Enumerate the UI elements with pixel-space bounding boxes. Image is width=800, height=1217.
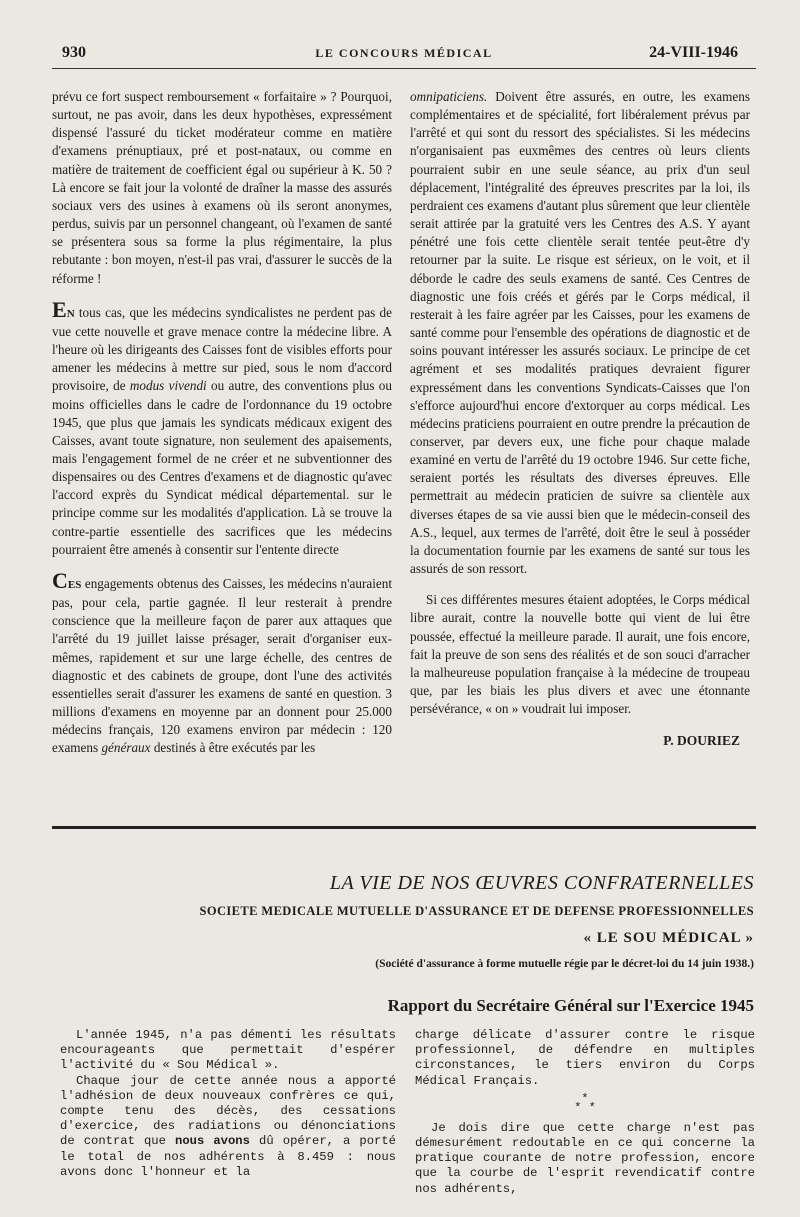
paragraph-text: tous cas, que les médecins syndicalistes ne perdent pas de vue cette nouvelle et grave menace contre la médecine libre. A l'heure où les dirigeants des Caisses font de visibles efforts pour amener les médecins à mettre sur pied, sous le nom d'accord provisoire, de [52, 304, 392, 394]
small-caps-text: ES [67, 578, 82, 591]
issue-date: 24-VIII-1946 [649, 44, 738, 61]
report-title: Rapport du Secrétaire Général sur l'Exercice 1945 [387, 996, 754, 1015]
italic-text: modus vivendi [129, 378, 207, 394]
paragraph [410, 88, 750, 578]
small-caps-text: N [66, 307, 75, 320]
paragraph [52, 567, 392, 758]
paragraph-text: Doivent être assurés, en outre, les examens complémentaires et de spécialité, fort libéralement prévus par l'arrêté et qui sont du ressort des spécialistes. Si les médecins n'organisaient pas euxmêmes des centres où leurs clients pourraient subir en une seule séance, au prix d'un seul déplacement, l'intégralité des épreuves prescrites par la loi, ils perdraient ces examens d'autant plus sûrement que leur clientèle serait attirée par la gratuité vers les Centres des A.S. Y ayant pénétré une fois cette clientèle serait tentée peut-être d'y retourner par la suite. Le risque est sérieux, on le voit, et il déborde le cadre des seuls examens de santé. Ces Centres de diagnostic une fois créés et gérés par le Corps médical, il resterait à les faire agréer par les Caisses, pour les examens de santé comme pour l'ensemble des opérations de diagnostic et de soins pouvant intéresser les assurés sociaux. Le principe de cet agrément et ses modalités pratiques devraient figurer expressément dans les conventions Syndicats-Caisses que l'on s'efforce aujourd'hui encore d'extorquer au corps médical. Les médecins praticiens pourraient en outre prendre la précaution de conserver, par devers eux, une fiche pour chaque malade examiné en vertu de l'arrêté du 19 octobre 1946. Sur cette fiche, seraient portés les résultats des diverses épreuves. Elle permettrait au médecin praticien de suivre sa clientèle aux diverses étapes de sa vie aussi bien que le médecin-conseil des A.S., lequel, aux termes de l'arrêté, doit être le seul à posséder la documentation fournie par les examens de santé sur tous les assurés de son ressort. [410, 89, 750, 577]
asterism: * * * [574, 1091, 596, 1115]
page-number: 930 [62, 44, 86, 61]
section-title: LA VIE DE NOS ŒUVRES CONFRATERNELLES [329, 872, 754, 894]
paragraph: Si ces différentes mesures étaient adoptées, le Corps médical libre aurait, contre la nouvelle botte qui vient de lui être poussée, effectué la meilleure parade. Il aurait, une fois encore, fait la preuve de son sens des réalités et de son souci d'arracher la malheureuse population française à la médecine de troupeau que, par les biais les plus divers et avec une étonnante persévérance, « on » voudrait lui imposer. [410, 592, 750, 717]
paragraph: L'année 1945, n'a pas démenti les résultats encourageants que permettait d'espérer l'activité du « Sou Médical ». [60, 1028, 396, 1073]
paragraph: Je dois dire que cette charge n'est pas démesurément redoutable en ce qui concerne la pratique courante de notre profession, encore que la courbe de l'esprit revendicatif contre nos adhérents, [415, 1120, 755, 1196]
paragraph-text: Chaque jour de cette année nous a apporté l'adhésion de deux nouveaux confrères ce qui, compte tenu des décès, des cessations d'exercice, des radiations ou dénonciations de contrat que [60, 1073, 396, 1149]
italic-text: omnipaticiens. [410, 89, 488, 104]
organization-subtitle: (Société d'assurance à forme mutuelle régie par le décret-loi du 14 juin 1938.) [375, 958, 754, 970]
drop-cap: C [52, 567, 68, 593]
bold-text: nous avons [175, 1134, 250, 1149]
paragraph-text: dû opérer, a porté le total de nos adhérents à 8.459 : nous avons donc l'honneur et la [60, 1134, 396, 1179]
paragraph [60, 1074, 396, 1180]
signature: P. DOURIEZ [663, 733, 740, 749]
paragraph: prévu ce fort suspect remboursement « forfaitaire » ? Pourquoi, surtout, ne pas avoir, dans les deux hypothèses, expressément dispensé l'assuré du ticket modérateur comme en matière d'examens prénuptiaux, pré et post-nataux, ou comme en matière de traitement de coefficient égal ou supérieur à K. 50 ? Là encore se fait jour la volonté de draîner la masse des assurés sociaux vers des usines à examens où ils seront anonymes, perdus, suivis par un personnel changeant, où l'examen de santé se présentera sous sa forme la plus régimentaire, la plus rebutante : bon moyen, n'est-il pas vrai, d'assurer le succès de la réforme ! [52, 89, 392, 286]
article-right-column [410, 88, 750, 750]
article-left-column [52, 88, 392, 757]
header-rule [52, 68, 756, 69]
society-name: SOCIETE MEDICALE MUTUELLE D'ASSURANCE ET DE DEFENSE PROFESSIONNELLES [199, 904, 754, 918]
organization-name: « LE SOU MÉDICAL » [583, 930, 754, 946]
italic-text: généraux [101, 740, 151, 756]
paragraph: charge délicate d'assurer contre le risque professionnel, de défendre en multiples circonstances, le tiers environ du Corps Médical Français. [415, 1028, 755, 1088]
running-header [52, 44, 756, 66]
paragraph [52, 296, 392, 559]
paragraph-text: engagements obtenus des Caisses, les médecins n'auraient pas, pour cela, partie gagnée. Il leur resterait à prendre conscience que la meilleure façon de parer aux attaques que l'arrêté du 19 juillet laisse présager, serait d'organiser eux-mêmes, rapidement et sur une large échelle, des centres de diagnostic et des cabinets de groupe, dont l'une des activités essentielles serait d'assurer les examens de santé en question. 3 millions d'examens en moyenne par an donnent pour 25.000 médecins français, 120 examens environ par médecin : 120 examens [52, 575, 392, 756]
paragraph-text: destinés à être exécutés par les [150, 740, 316, 756]
paragraph-text: ou autre, des conventions plus ou moins officielles dans le cadre de l'ordonnance du 19 octobre 1945, que plus que jamais les syndicats médicaux exigent des Caisses, avant toute signature, non seulement des apaisements, mais l'engagement formel de ne créer et ne subventionner des dispensaires ou des Centres d'examens et de diagnostic qu'avec l'accord exprès du Syndicat médical départemental. sur le principe comme sur les modalités d'application. Là se trouve la contre-partie essentielle des sacrifices que les médecins pourraient être amenés à consentir sur l'entente directe [52, 378, 392, 557]
report-right-column [415, 1028, 755, 1197]
drop-cap: E [52, 296, 67, 322]
report-left-column [60, 1028, 396, 1180]
journal-title: LE CONCOURS MÉDICAL [315, 46, 493, 60]
section-divider [52, 826, 756, 829]
